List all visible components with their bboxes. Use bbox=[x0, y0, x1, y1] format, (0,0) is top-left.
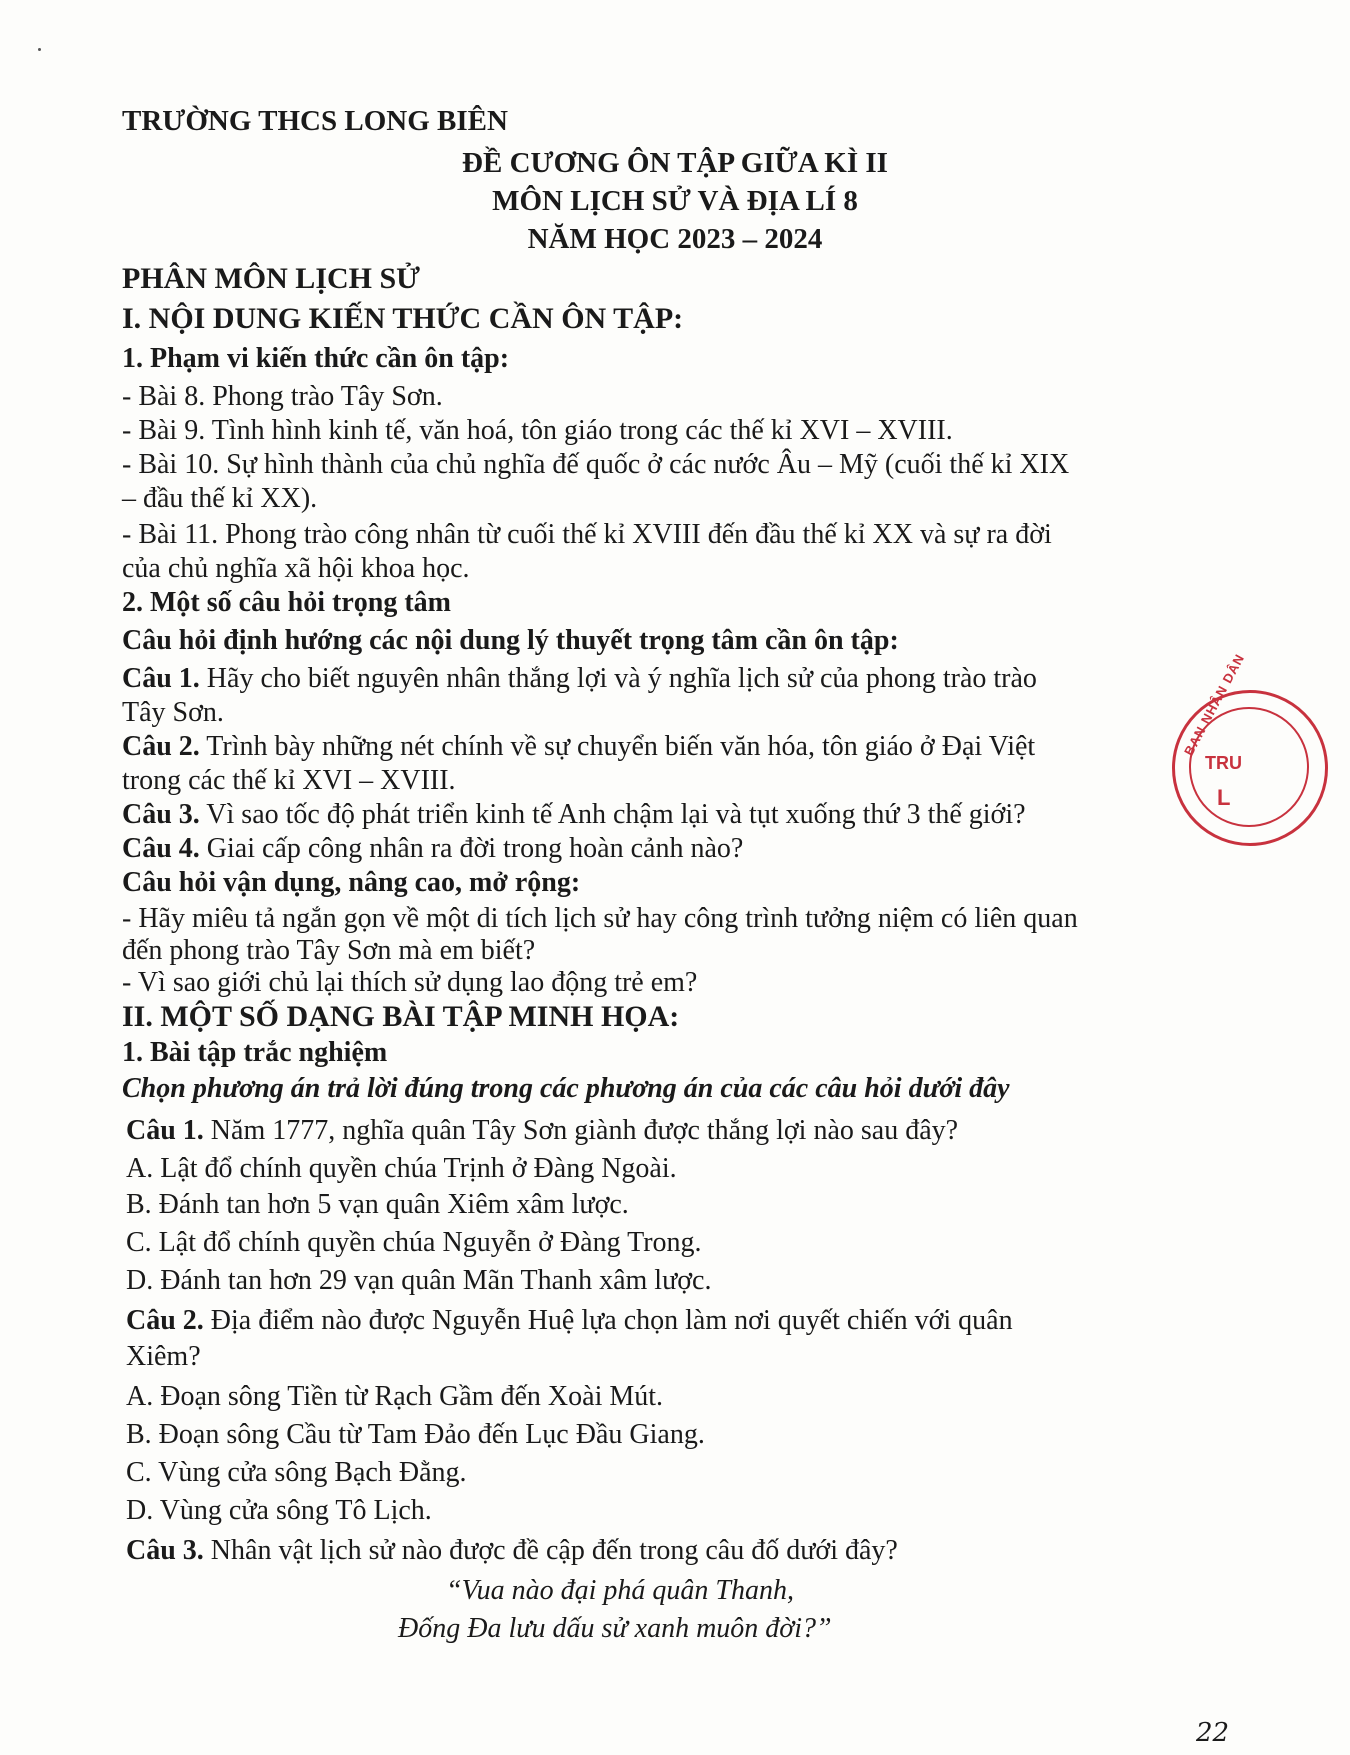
poem-line: Đống Đa lưu dấu sử xanh muôn đời?” bbox=[398, 1613, 832, 1644]
page-number: 22 bbox=[1196, 1718, 1230, 1748]
question-label: Câu 1. bbox=[126, 1115, 204, 1146]
mcq-option: A. Lật đổ chính quyền chúa Trịnh ở Đàng Ngoài. bbox=[126, 1153, 677, 1184]
question-label: Câu 3. bbox=[122, 799, 200, 830]
section1-heading: I. NỘI DUNG KIẾN THỨC CẦN ÔN TẬP: bbox=[122, 302, 684, 335]
question-text: Tây Sơn. bbox=[122, 697, 224, 728]
question-text: Vì sao tốc độ phát triển kinh tế Anh chậm lại và tụt xuống thứ 3 thế giới? bbox=[199, 799, 1026, 830]
question-2 bbox=[122, 730, 1035, 764]
section1-sub2: 2. Một số câu hỏi trọng tâm bbox=[122, 587, 451, 618]
apply-item: đến phong trào Tây Sơn mà em biết? bbox=[122, 935, 536, 966]
question-3 bbox=[122, 798, 1026, 832]
content-item: của chủ nghĩa xã hội khoa học. bbox=[122, 553, 470, 584]
question-4 bbox=[122, 832, 743, 866]
apply-item: - Vì sao giới chủ lại thích sử dụng lao động trẻ em? bbox=[122, 967, 698, 998]
question-label: Câu 3. bbox=[126, 1535, 204, 1566]
question-text: Nhân vật lịch sử nào được đề cập đến trong câu đố dưới đây? bbox=[203, 1535, 898, 1566]
stamp-text: TRU bbox=[1205, 753, 1242, 773]
mcq-option: C. Lật đổ chính quyền chúa Nguyễn ở Đàng Trong. bbox=[126, 1227, 702, 1258]
mcq-option: B. Đoạn sông Cầu từ Tam Đảo đến Lục Đầu Giang. bbox=[126, 1419, 705, 1450]
doc-year: NĂM HỌC 2023 – 2024 bbox=[527, 223, 823, 255]
speck bbox=[38, 48, 41, 51]
content-item: - Bài 9. Tình hình kinh tế, văn hoá, tôn giáo trong các thế kỉ XVI – XVIII. bbox=[122, 415, 953, 446]
school-name: TRƯỜNG THCS LONG BIÊN bbox=[122, 105, 508, 137]
mcq-instruction: Chọn phương án trả lời đúng trong các phương án của các câu hỏi dưới đây bbox=[122, 1073, 1010, 1104]
mcq-3 bbox=[126, 1534, 898, 1568]
part-heading: PHÂN MÔN LỊCH SỬ bbox=[122, 262, 421, 295]
section1-sub1: 1. Phạm vi kiến thức cần ôn tập: bbox=[122, 343, 510, 374]
question-label: Câu 4. bbox=[122, 833, 200, 864]
question-label: Câu 2. bbox=[122, 731, 200, 762]
mcq-2 bbox=[126, 1304, 1013, 1338]
question-text: Xiêm? bbox=[126, 1341, 201, 1372]
red-seal-stamp bbox=[1172, 651, 1328, 846]
mcq-option: D. Đánh tan hơn 29 vạn quân Mãn Thanh xâm lược. bbox=[126, 1265, 712, 1296]
section2-sub1: 1. Bài tập trắc nghiệm bbox=[122, 1037, 388, 1068]
stamp-text: L bbox=[1217, 785, 1231, 810]
question-text: Trình bày những nét chính về sự chuyển biến văn hóa, tôn giáo ở Đại Việt bbox=[199, 731, 1036, 762]
section2-heading: II. MỘT SỐ DẠNG BÀI TẬP MINH HỌA: bbox=[122, 1000, 680, 1033]
theory-heading: Câu hỏi định hướng các nội dung lý thuyết trọng tâm cần ôn tập: bbox=[122, 625, 899, 656]
mcq-option: D. Vùng cửa sông Tô Lịch. bbox=[126, 1495, 432, 1526]
question-label: Câu 1. bbox=[122, 663, 200, 694]
content-item: - Bài 8. Phong trào Tây Sơn. bbox=[122, 381, 443, 412]
question-1 bbox=[122, 662, 1037, 696]
content-item: - Bài 10. Sự hình thành của chủ nghĩa đế quốc ở các nước Âu – Mỹ (cuối thế kỉ XIX bbox=[122, 449, 1070, 480]
content-item: - Bài 11. Phong trào công nhân từ cuối thế kỉ XVIII đến đầu thế kỉ XX và sự ra đời bbox=[122, 519, 1052, 550]
question-text: Hãy cho biết nguyên nhân thắng lợi và ý nghĩa lịch sử của phong trào trào bbox=[199, 663, 1037, 694]
question-text: Giai cấp công nhân ra đời trong hoàn cảnh nào? bbox=[199, 833, 744, 864]
mcq-option: A. Đoạn sông Tiền từ Rạch Gầm đến Xoài Mút. bbox=[126, 1381, 664, 1412]
question-text: trong các thế kỉ XVI – XVIII. bbox=[122, 765, 456, 796]
apply-heading: Câu hỏi vận dụng, nâng cao, mở rộng: bbox=[122, 867, 581, 898]
doc-title: ĐỀ CƯƠNG ÔN TẬP GIỮA KÌ II bbox=[462, 147, 888, 179]
stamp-ring-text: BAN NHÂN DÂN bbox=[1181, 651, 1248, 759]
question-text: Địa điểm nào được Nguyễn Huệ lựa chọn làm nơi quyết chiến với quân bbox=[203, 1305, 1013, 1336]
question-label: Câu 2. bbox=[126, 1305, 204, 1336]
doc-subject: MÔN LỊCH SỬ VÀ ĐỊA LÍ 8 bbox=[492, 185, 858, 217]
mcq-1 bbox=[126, 1114, 958, 1148]
poem-line: “Vua nào đại phá quân Thanh, bbox=[446, 1575, 794, 1606]
apply-item: - Hãy miêu tả ngắn gọn về một di tích lịch sử hay công trình tưởng niệm có liên quan bbox=[122, 903, 1078, 934]
mcq-option: C. Vùng cửa sông Bạch Đằng. bbox=[126, 1457, 467, 1488]
mcq-option: B. Đánh tan hơn 5 vạn quân Xiêm xâm lược. bbox=[126, 1189, 629, 1220]
question-text: Năm 1777, nghĩa quân Tây Sơn giành được thắng lợi nào sau đây? bbox=[203, 1115, 959, 1146]
content-item: – đầu thế kỉ XX). bbox=[122, 483, 318, 514]
